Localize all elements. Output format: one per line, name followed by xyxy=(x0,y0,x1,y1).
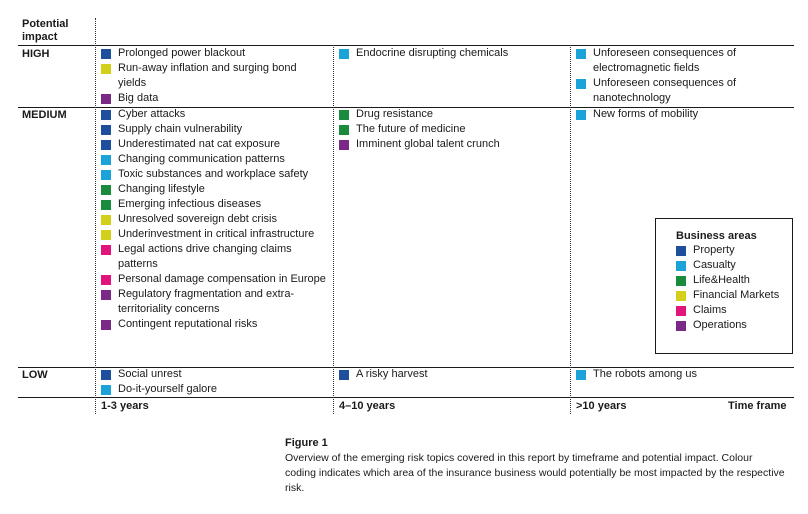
cell-low-over-10-years xyxy=(576,369,776,384)
risk-item-label: Life&Health xyxy=(693,274,750,286)
legend-item xyxy=(676,275,792,288)
risk-item xyxy=(101,63,326,91)
risk-item-label: Drug resistance xyxy=(356,108,434,120)
color-swatch-operations xyxy=(101,290,111,300)
risk-item-label: Casualty xyxy=(693,259,736,271)
risk-item-label: Personal damage compensation in Europe xyxy=(118,273,326,285)
level-low: LOW xyxy=(22,369,48,381)
risk-item-label: Claims xyxy=(693,304,727,316)
cell-high-4-10-years xyxy=(339,48,564,63)
risk-item-label: Underinvestment in critical infrastructure xyxy=(118,228,315,240)
risk-item-label: Emerging infectious diseases xyxy=(118,198,262,210)
risk-item xyxy=(101,244,326,272)
risk-item xyxy=(101,384,326,397)
risk-item xyxy=(101,48,326,61)
caption-text: Overview of the emerging risk topics covered in this report by timeframe and potential impact. Colour coding indicates which area of the insurance business would potentially be most impacted by the respective risk. xyxy=(285,452,785,494)
risk-item-label: Contingent reputational risks xyxy=(118,318,258,330)
risk-item-label: A risky harvest xyxy=(356,368,428,380)
risk-item-label: Prolonged power blackout xyxy=(118,47,246,59)
risk-item-label: Toxic substances and workplace safety xyxy=(118,168,309,180)
color-swatch-financial-markets xyxy=(101,215,111,225)
color-swatch-claims xyxy=(101,275,111,285)
color-swatch-financial-markets xyxy=(101,64,111,74)
risk-item xyxy=(101,139,326,152)
risk-item xyxy=(101,154,326,167)
business-areas-legend xyxy=(655,218,793,354)
risk-item xyxy=(101,184,326,197)
color-swatch-financial-markets xyxy=(101,230,111,240)
risk-item xyxy=(576,48,776,76)
legend-item xyxy=(676,260,792,273)
risk-item xyxy=(101,229,326,242)
color-swatch-life-health xyxy=(101,200,111,210)
risk-item-label: Imminent global talent crunch xyxy=(356,138,500,150)
risk-item xyxy=(101,319,326,332)
cell-medium-over-10-years xyxy=(576,109,776,124)
color-swatch-property xyxy=(101,110,111,120)
risk-item-label: Supply chain vulnerability xyxy=(118,123,243,135)
column-divider-1 xyxy=(95,18,96,414)
legend-item xyxy=(676,245,792,258)
risk-item-label: The robots among us xyxy=(593,368,697,380)
color-swatch-property xyxy=(101,140,111,150)
color-swatch-operations xyxy=(339,140,349,150)
risk-item xyxy=(339,109,564,122)
timeframe-4-10-years: 4–10 years xyxy=(339,400,396,412)
legend-item xyxy=(676,290,792,303)
color-swatch-casualty xyxy=(576,49,586,59)
potential-impact-header: Potential impact xyxy=(22,18,69,43)
risk-item-label: Unforeseen consequences of electromagnetic fields xyxy=(593,47,737,74)
risk-item xyxy=(339,139,564,152)
risk-item xyxy=(101,199,326,212)
cell-medium-1-3-years xyxy=(101,109,326,334)
level-medium: MEDIUM xyxy=(22,109,67,121)
risk-item xyxy=(101,214,326,227)
color-swatch-operations xyxy=(676,321,686,331)
color-swatch-property xyxy=(101,370,111,380)
cell-medium-4-10-years xyxy=(339,109,564,154)
risk-item xyxy=(101,169,326,182)
time-frame-label: Time frame xyxy=(728,400,787,412)
risk-item xyxy=(576,78,776,106)
cell-high-over-10-years xyxy=(576,48,776,108)
risk-item xyxy=(339,124,564,137)
risk-item xyxy=(101,369,326,382)
risk-item xyxy=(339,48,564,61)
risk-item-label: Underestimated nat cat exposure xyxy=(118,138,281,150)
risk-item-label: Financial Markets xyxy=(693,289,780,301)
cell-low-1-3-years xyxy=(101,369,326,399)
cell-high-1-3-years xyxy=(101,48,326,108)
color-swatch-property xyxy=(101,125,111,135)
risk-item-label: Regulatory fragmentation and extra-territoriality concerns xyxy=(118,288,295,315)
risk-item-label: Cyber attacks xyxy=(118,108,186,120)
color-swatch-property xyxy=(676,246,686,256)
risk-item-label: Do-it-yourself galore xyxy=(118,383,218,395)
column-divider-3 xyxy=(570,45,571,414)
color-swatch-claims xyxy=(101,245,111,255)
risk-item-label: Unresolved sovereign debt crisis xyxy=(118,213,277,225)
color-swatch-casualty xyxy=(676,261,686,271)
risk-item-label: Social unrest xyxy=(118,368,182,380)
legend-item xyxy=(676,305,792,318)
color-swatch-casualty xyxy=(576,79,586,89)
color-swatch-life-health xyxy=(676,276,686,286)
risk-item xyxy=(101,289,326,317)
risk-item-label: Endocrine disrupting chemicals xyxy=(356,47,509,59)
color-swatch-casualty xyxy=(576,370,586,380)
risk-item xyxy=(101,124,326,137)
column-divider-2 xyxy=(333,45,334,414)
color-swatch-property xyxy=(101,49,111,59)
risk-item-label: Unforeseen consequences of nanotechnology xyxy=(593,77,737,104)
timeframe-1-3-years: 1-3 years xyxy=(101,400,149,412)
risk-item-label: Changing communication patterns xyxy=(118,153,285,165)
level-high: HIGH xyxy=(22,48,50,60)
color-swatch-casualty xyxy=(339,49,349,59)
legend-item xyxy=(676,320,792,333)
risk-item-label: Legal actions drive changing claims patterns xyxy=(118,243,292,270)
legend-title: Business areas xyxy=(676,230,757,242)
color-swatch-life-health xyxy=(101,185,111,195)
risk-item-label: Property xyxy=(693,244,735,256)
color-swatch-claims xyxy=(676,306,686,316)
color-swatch-operations xyxy=(101,320,111,330)
risk-item-label: The future of medicine xyxy=(356,123,466,135)
color-swatch-casualty xyxy=(101,385,111,395)
cell-low-4-10-years xyxy=(339,369,564,384)
risk-item-label: Changing lifestyle xyxy=(118,183,205,195)
risk-item xyxy=(101,93,326,106)
color-swatch-casualty xyxy=(101,170,111,180)
color-swatch-operations xyxy=(101,94,111,104)
color-swatch-life-health xyxy=(339,125,349,135)
color-swatch-financial-markets xyxy=(676,291,686,301)
risk-item xyxy=(101,109,326,122)
caption-title: Figure 1 xyxy=(285,437,328,449)
risk-item-label: Run-away inflation and surging bond yields xyxy=(118,62,297,89)
color-swatch-casualty xyxy=(576,110,586,120)
timeframe-over-10-years: >10 years xyxy=(576,400,627,412)
risk-item-label: New forms of mobility xyxy=(593,108,699,120)
risk-item-label: Operations xyxy=(693,319,747,331)
risk-item xyxy=(101,274,326,287)
risk-item xyxy=(576,109,776,122)
figure-caption xyxy=(285,436,785,496)
risk-item xyxy=(339,369,564,382)
color-swatch-life-health xyxy=(339,110,349,120)
risk-item xyxy=(576,369,776,382)
color-swatch-property xyxy=(339,370,349,380)
color-swatch-casualty xyxy=(101,155,111,165)
risk-item-label: Big data xyxy=(118,92,159,104)
legend-items xyxy=(676,245,792,333)
